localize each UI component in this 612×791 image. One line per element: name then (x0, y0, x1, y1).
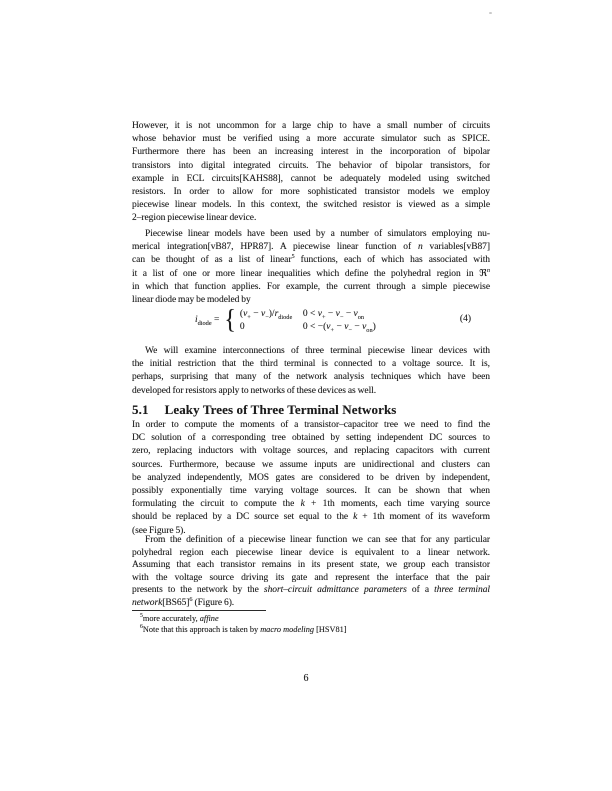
text-line: However, it is not uncommon for a large chip to have a small number of circuits (132, 121, 490, 131)
text-line: should be replaced by a DC source set equal to the k + 1th moment of its waveform (132, 512, 490, 523)
text-line: transistors into digital integrated circuits. The behavior of bipolar transistors, for (132, 160, 490, 171)
paragraph-intro (132, 120, 490, 226)
equation-case-row (240, 321, 376, 333)
text-line: From the definition of a piecewise linear function we can see that for any particular (145, 535, 490, 545)
text-line: whose behavior must be verified using a more accurate simulator such as SPICE. (132, 134, 490, 145)
text-line: $network[BS65]^6$ (Figure 6). (132, 595, 235, 608)
text-line: sources. Furthermore, because we assume inputs are unidirectional and clusters can (132, 459, 490, 470)
text-line: polyhedral region each piecewise linear device is equivalent to a linear network. (132, 547, 490, 558)
text-line: Piecewise linear models have been used by a number of simulators employing nu- (145, 229, 490, 239)
equation-lhs: $i_{diode}$ = (195, 315, 220, 327)
text-line: resistors. In order to allow for more sophisticated transistor models we employ (132, 187, 490, 198)
footnote-6: $^6$Note that this approach is taken by macro modeling [HSV81] (140, 624, 347, 634)
equation-condition: $0 < -(v_+ - v_- - v_{on})$ (302, 321, 376, 334)
text-line: it a list of one or more linear inequalities which define the polyhedral region in ℜ$^n$ (132, 266, 490, 279)
text-line: presents to the network by the short–circuit admittance parameters of a three terminal (132, 585, 490, 596)
text-line: merical integration[vB87, HPR87]. A piecewise linear function of n variables[vB87] (132, 242, 490, 253)
text-line: developed for resistors apply to networks of these devices as well. (132, 385, 377, 396)
text-line: the initial restriction that the third terminal is connected to a voltage source. It is, (132, 359, 490, 370)
paragraph-piecewise-models (132, 228, 490, 307)
section-heading (132, 402, 396, 418)
text-line: formulating the circuit to compute the k + 1th moments, each time varying source (132, 499, 490, 510)
footnote-rule (132, 610, 266, 611)
text-line: (see Figure 5). (132, 525, 186, 536)
text-line: example in ECL circuits[KAHS88], cannot be adequately modeled using switched (132, 173, 490, 184)
equation-case-row (240, 308, 376, 320)
equation-condition: $0 < v_+ - v_- - v_{on}$ (302, 308, 365, 321)
footnote-5: $^5$more accurately, affine (140, 613, 219, 623)
text-line: Assuming that each transistor remains in its present state, we group each transistor (132, 560, 490, 571)
text-line: perhaps, surprising that many of the network analysis techniques which have been (132, 372, 490, 383)
equation-cases (240, 308, 376, 333)
text-line: piecewise linear models. In this context, the switched resistor is viewed as a simple (132, 200, 490, 211)
text-line: possibly exponentially time varying voltage sources. It can be shown that when (132, 486, 490, 497)
text-line: 2–region piecewise linear device. (132, 213, 257, 224)
text-line: in which that function applies. For example, the current through a simple piecewise (132, 281, 490, 292)
section-title: Leaky Trees of Three Terminal Networks (164, 402, 397, 417)
text-line: zero, replacing inductors with voltage sources, and replacing capacitors with current (132, 446, 490, 457)
text-line: with the voltage source driving its gate and represent the interface that the pair (132, 572, 490, 583)
equation-number: (4) (459, 314, 471, 324)
text-line: We will examine interconnections of three terminal piecewise linear devices with (145, 346, 490, 356)
text-line: Furthermore there has been an increasing interest in the incorporation of bipolar (132, 147, 490, 158)
equation-brace: { (224, 305, 236, 335)
equation-expression: $(v_+ - v_-)/r_{diode}$ (239, 308, 293, 321)
paragraph-moments (132, 419, 490, 538)
paragraph-interconnections (132, 345, 490, 398)
paragraph-polyhedral (132, 534, 490, 609)
text-line: be analyzed independently, MOS gates are considered to be driven by independent, (132, 472, 490, 483)
page-number: 6 (303, 673, 309, 684)
text-line: DC solution of a corresponding tree obtained by setting independent DC sources to (132, 433, 490, 444)
text-line: can be thought of as a list of linear$^5$ functions, each of which has associated with (132, 253, 490, 266)
scan-artifact (489, 12, 492, 14)
equation-4 (132, 305, 490, 335)
section-number: 5.1 (132, 402, 149, 417)
equation-expression: 0 (239, 321, 245, 332)
text-line: linear diode may be modeled by (132, 295, 251, 306)
text-line: In order to compute the moments of a transistor–capacitor tree we need to find the (132, 420, 490, 430)
